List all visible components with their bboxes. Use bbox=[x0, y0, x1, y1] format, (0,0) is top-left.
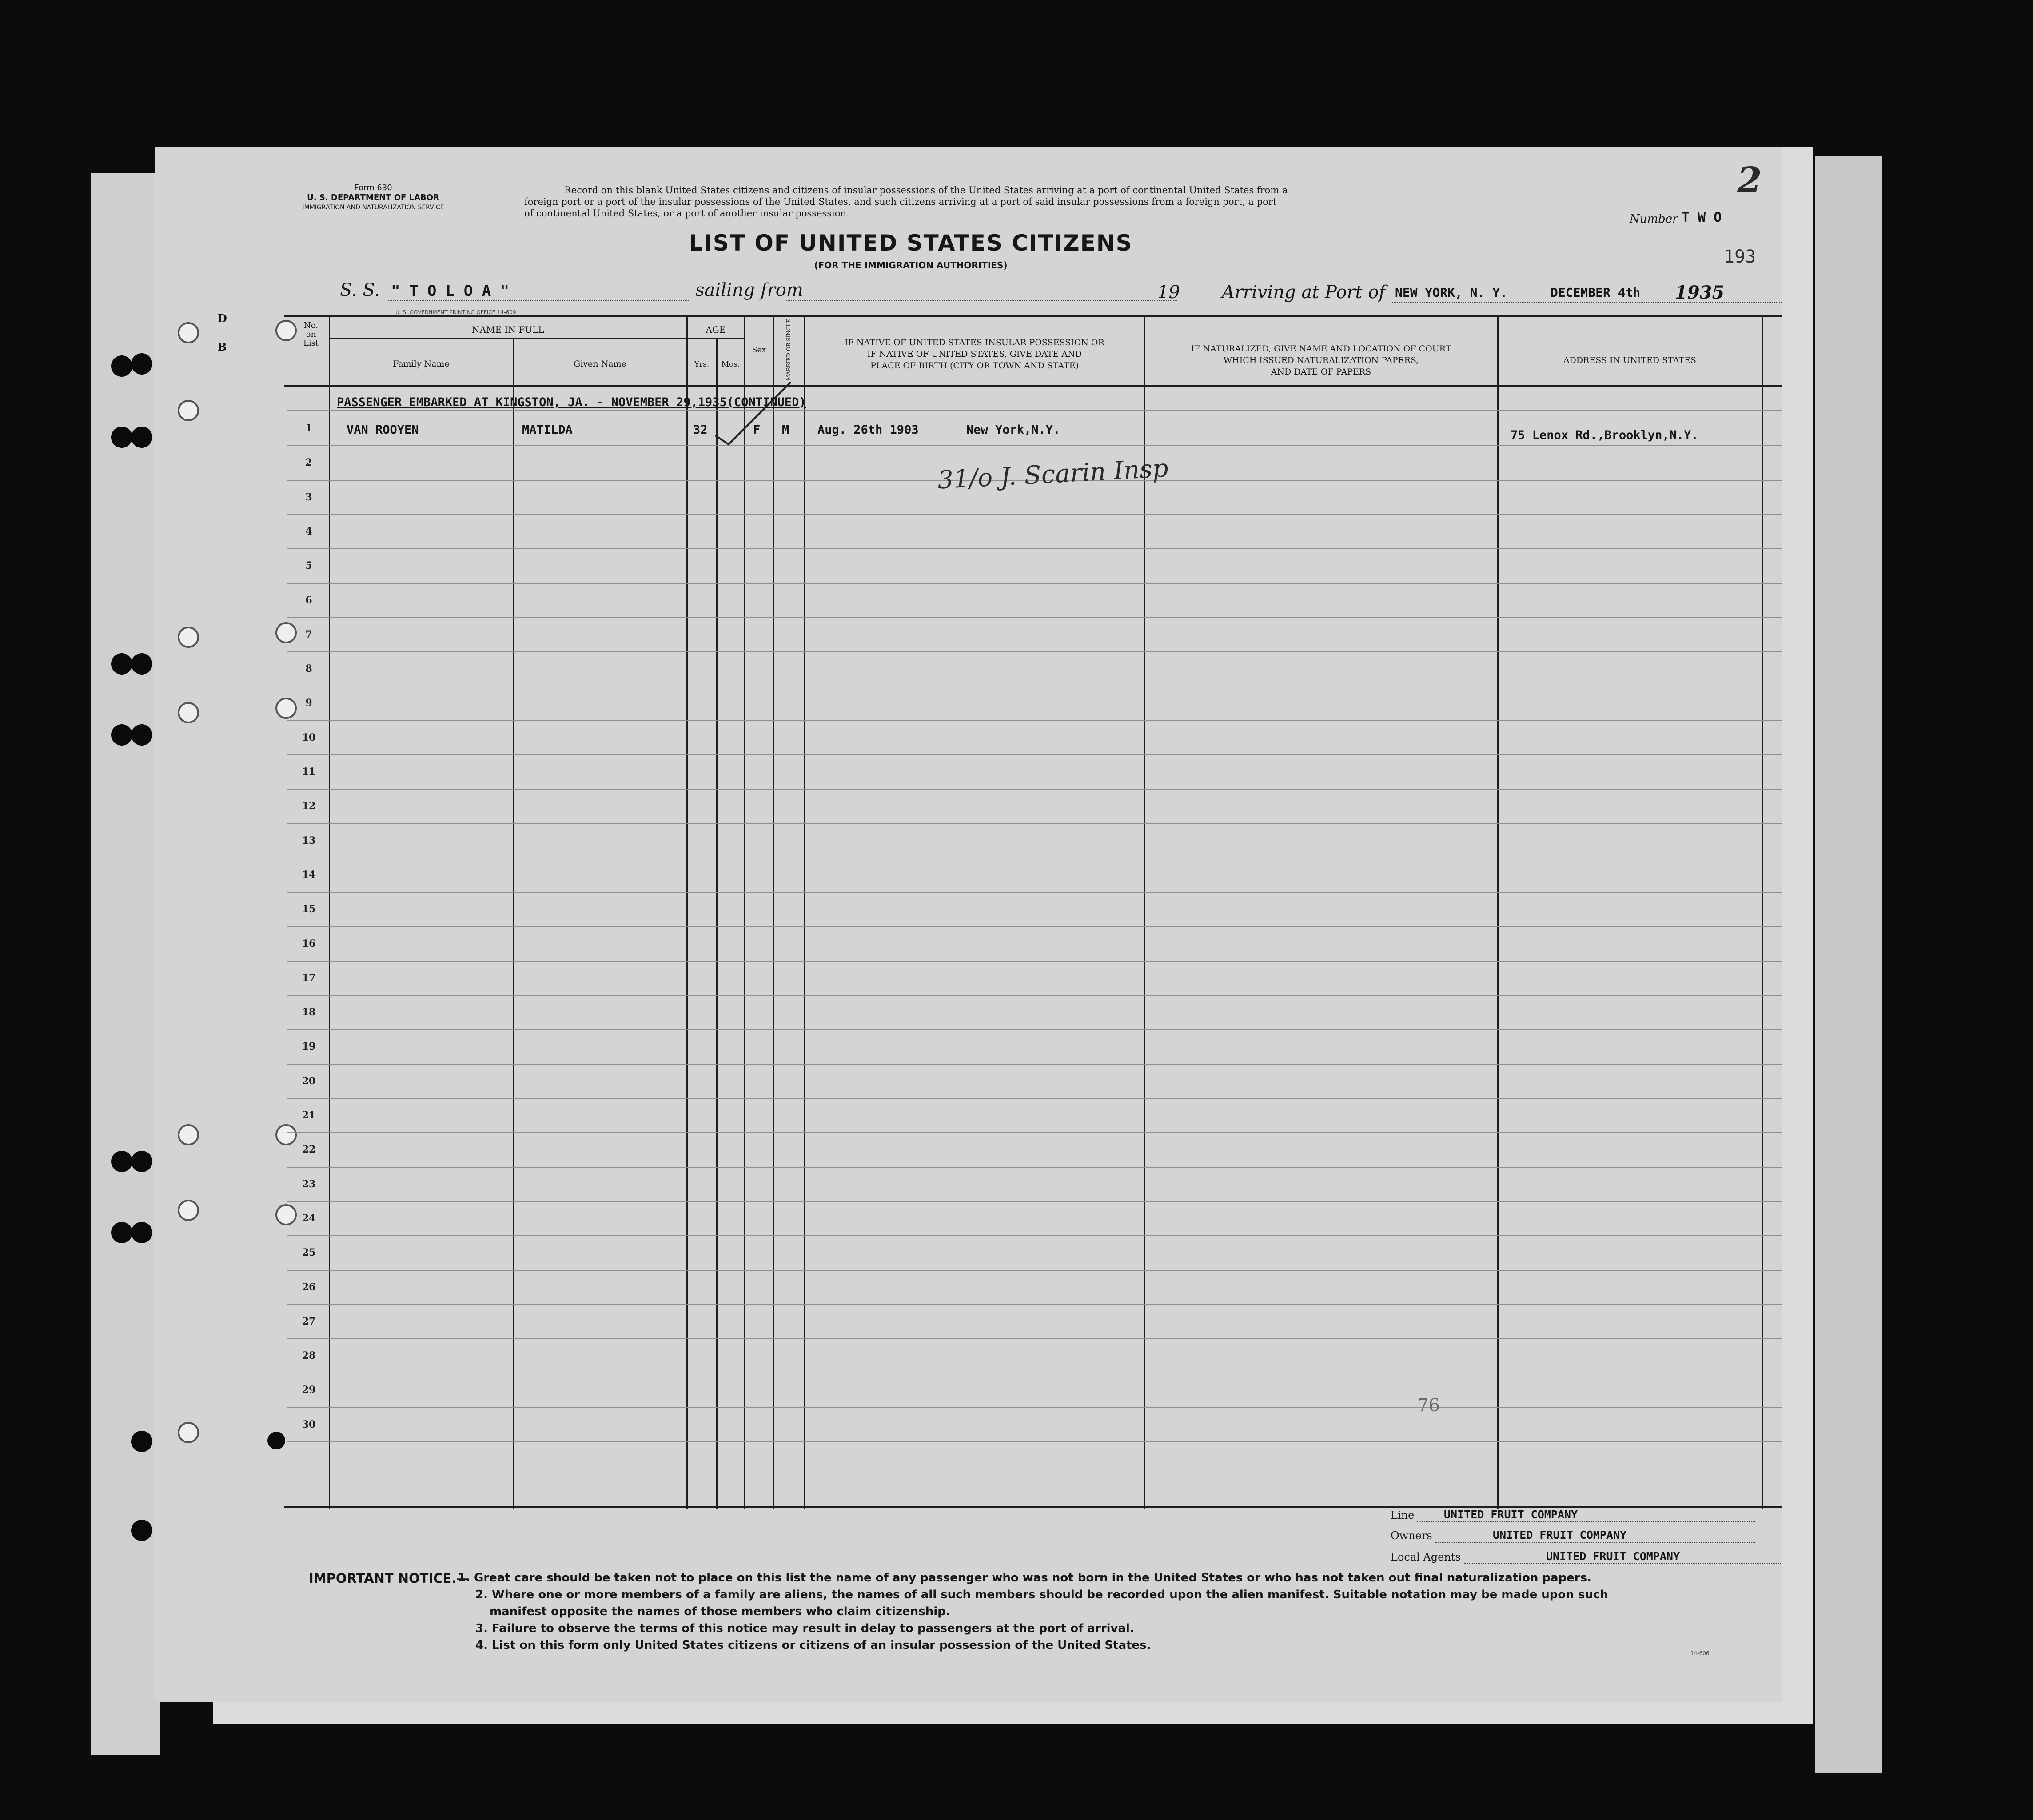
printer-note: U. S. GOVERNMENT PRINTING OFFICE 14-609 bbox=[395, 309, 516, 315]
record-note-line: Record on this blank United States citizens and citizens of insular possessions of the United States arriving at a port of continental United States from a bbox=[564, 185, 1288, 196]
punch-hole bbox=[178, 1422, 199, 1443]
punch-hole bbox=[178, 400, 199, 421]
row-number: 24 bbox=[302, 1213, 316, 1224]
header-native-line: IF NATIVE OF UNITED STATES, GIVE DATE AND bbox=[867, 349, 1082, 359]
row-line bbox=[287, 651, 1782, 652]
record-note-line: of continental United States, or a port of another insular possession. bbox=[524, 208, 849, 219]
row-number: 9 bbox=[305, 697, 312, 709]
row-number: 13 bbox=[302, 835, 316, 846]
column-line bbox=[1144, 315, 1145, 1509]
owners-label: Owners bbox=[1391, 1529, 1432, 1542]
header-subdivider bbox=[330, 338, 745, 339]
margin-letter: D bbox=[218, 312, 227, 325]
page-number-handwritten: 2 bbox=[1737, 159, 1762, 201]
row-number: 14 bbox=[302, 869, 316, 881]
stamp-number: 193 bbox=[1724, 247, 1756, 267]
row-line bbox=[287, 1270, 1782, 1271]
form-sheet bbox=[155, 147, 1782, 1702]
row-line bbox=[287, 548, 1782, 549]
punch-hole bbox=[275, 1124, 297, 1145]
binding-hole-mark bbox=[131, 1151, 152, 1172]
form-number: Form 630 bbox=[354, 183, 392, 192]
row-line bbox=[287, 1304, 1782, 1305]
row-line bbox=[287, 1029, 1782, 1030]
row-number: 3 bbox=[305, 491, 312, 503]
row-number: 21 bbox=[302, 1110, 316, 1121]
row-number: 1 bbox=[305, 423, 312, 434]
department-label: U. S. DEPARTMENT OF LABOR bbox=[307, 193, 439, 202]
passenger-family-name: VAN ROOYEN bbox=[347, 423, 419, 437]
row-number: 12 bbox=[302, 800, 316, 812]
punch-hole bbox=[178, 627, 199, 648]
row-number: 8 bbox=[305, 663, 312, 675]
binding-hole-mark bbox=[131, 724, 152, 746]
ss-label: S. S. bbox=[340, 280, 380, 300]
row-number: 15 bbox=[302, 903, 316, 915]
row-number: 27 bbox=[302, 1316, 316, 1327]
punch-hole bbox=[275, 1204, 297, 1225]
header-yrs: Yrs. bbox=[694, 360, 710, 369]
number-label: Number bbox=[1630, 212, 1678, 226]
pencil-mark: 76 bbox=[1417, 1395, 1440, 1416]
row-number: 16 bbox=[302, 938, 316, 950]
row-number: 28 bbox=[302, 1350, 316, 1361]
ship-underline bbox=[387, 300, 689, 301]
row-line bbox=[287, 754, 1782, 755]
passenger-birth-date: Aug. 26th 1903 bbox=[817, 423, 919, 437]
header-naturalized-line: IF NATURALIZED, GIVE NAME AND LOCATION OF COURT bbox=[1191, 344, 1451, 354]
row-number: 4 bbox=[305, 526, 312, 537]
header-no: No. bbox=[304, 321, 318, 330]
binding-hole-mark bbox=[111, 355, 132, 377]
row-line bbox=[287, 1407, 1782, 1408]
port-value: NEW YORK, N. Y. bbox=[1395, 285, 1507, 300]
punch-hole-dark bbox=[267, 1432, 285, 1449]
row-number: 18 bbox=[302, 1006, 316, 1018]
passenger-address: 75 Lenox Rd.,Brooklyn,N.Y. bbox=[1511, 428, 1698, 442]
line-label: Line bbox=[1391, 1509, 1415, 1521]
binding-hole-mark bbox=[111, 724, 132, 746]
row-line bbox=[287, 823, 1782, 824]
passenger-age-years: 32 bbox=[693, 423, 708, 437]
column-line bbox=[329, 315, 330, 1509]
owners-underline bbox=[1435, 1542, 1755, 1543]
row-line bbox=[287, 892, 1782, 893]
binding-hole-mark bbox=[131, 427, 152, 448]
row-line bbox=[287, 1201, 1782, 1202]
header-given-name: Given Name bbox=[574, 359, 626, 369]
notice-item: 3. Failure to observe the terms of this notice may result in delay to passengers at the port of arrival. bbox=[475, 1622, 1134, 1635]
header-no: List bbox=[303, 339, 319, 348]
row-line bbox=[287, 1098, 1782, 1099]
passenger-birth-place: New York,N.Y. bbox=[966, 423, 1060, 437]
row-line bbox=[287, 720, 1782, 721]
header-sex: Sex bbox=[752, 346, 766, 355]
row-line bbox=[287, 1338, 1782, 1339]
check-mark bbox=[711, 378, 800, 449]
row-number: 17 bbox=[302, 972, 316, 984]
form-code: 14-606 bbox=[1690, 1650, 1710, 1656]
row-line bbox=[287, 410, 1782, 411]
agents-value: UNITED FRUIT COMPANY bbox=[1546, 1550, 1680, 1563]
row-line bbox=[287, 583, 1782, 584]
owners-value: UNITED FRUIT COMPANY bbox=[1493, 1529, 1627, 1541]
header-native-line: IF NATIVE OF UNITED STATES INSULAR POSSESSION OR bbox=[845, 338, 1104, 347]
header-married: MARRIED OR SINGLE bbox=[785, 319, 792, 381]
sailing-underline bbox=[786, 300, 1177, 301]
table-header-bottom-border bbox=[284, 385, 1782, 387]
row-line bbox=[287, 789, 1782, 790]
row-number: 2 bbox=[305, 457, 312, 468]
header-address: ADDRESS IN UNITED STATES bbox=[1563, 355, 1697, 365]
row-line bbox=[287, 1441, 1782, 1442]
binding-hole-mark bbox=[131, 353, 152, 375]
row-line bbox=[287, 514, 1782, 515]
row-line bbox=[287, 926, 1782, 927]
arriving-label: Arriving at Port of bbox=[1222, 282, 1386, 303]
arrival-date: DECEMBER 4th bbox=[1551, 285, 1641, 300]
binding-hole-mark bbox=[131, 1431, 152, 1452]
notice-item: 4. List on this form only United States citizens or citizens of an insular possession of the United States. bbox=[475, 1639, 1151, 1652]
header-age: AGE bbox=[706, 324, 726, 335]
passenger-given-name: MATILDA bbox=[522, 423, 573, 437]
column-line bbox=[773, 315, 774, 1509]
header-naturalized-line: WHICH ISSUED NATURALIZATION PAPERS, bbox=[1223, 355, 1419, 365]
row-line bbox=[287, 445, 1782, 446]
column-line bbox=[1762, 315, 1763, 1509]
row-number: 20 bbox=[302, 1075, 316, 1087]
row-line bbox=[287, 1064, 1782, 1065]
header-name-in-full: NAME IN FULL bbox=[472, 324, 544, 335]
row-number: 26 bbox=[302, 1281, 316, 1293]
column-line bbox=[716, 338, 718, 1509]
passenger-married: M bbox=[782, 423, 789, 437]
ledger-right-strip bbox=[1815, 156, 1882, 1773]
notice-item: 2. Where one or more members of a family are aliens, the names of all such members should be recorded upon the alien manifest. Suitable notation may be made upon such bbox=[475, 1588, 1608, 1601]
agents-label: Local Agents bbox=[1391, 1551, 1461, 1563]
year-prefix: 19 bbox=[1157, 282, 1180, 303]
binding-hole-mark bbox=[111, 1222, 132, 1243]
column-line bbox=[804, 315, 805, 1509]
row-line bbox=[287, 995, 1782, 996]
row-number: 7 bbox=[305, 629, 312, 640]
binding-hole-mark bbox=[131, 1520, 152, 1541]
page-title: LIST OF UNITED STATES CITIZENS bbox=[689, 230, 1133, 256]
row-number: 10 bbox=[302, 732, 316, 743]
margin-letter: B bbox=[218, 340, 227, 353]
row-number: 6 bbox=[305, 595, 312, 606]
row-number: 29 bbox=[302, 1384, 316, 1396]
row-number: 23 bbox=[302, 1178, 316, 1190]
service-label: IMMIGRATION AND NATURALIZATION SERVICE bbox=[302, 204, 444, 211]
row-line bbox=[287, 1235, 1782, 1236]
page-subtitle: (FOR THE IMMIGRATION AUTHORITIES) bbox=[814, 260, 1008, 271]
column-line bbox=[1497, 315, 1499, 1509]
column-line bbox=[744, 315, 745, 1509]
notice-item: manifest opposite the names of those members who claim citizenship. bbox=[490, 1605, 950, 1618]
row-line bbox=[287, 1167, 1782, 1168]
table-top-border bbox=[284, 315, 1782, 317]
column-line bbox=[686, 315, 688, 1509]
record-note-line: foreign port or a port of the insular possessions of the United States, and such citizens arriving at a port of said insular possessions from a foreign port, a port bbox=[524, 196, 1277, 207]
binding-hole-mark bbox=[131, 653, 152, 675]
header-naturalized-line: AND DATE OF PAPERS bbox=[1271, 367, 1371, 377]
row-line bbox=[287, 617, 1782, 618]
row-number: 25 bbox=[302, 1247, 316, 1258]
number-value: T W O bbox=[1682, 210, 1722, 225]
notice-heading: IMPORTANT NOTICE.— bbox=[309, 1571, 470, 1586]
passenger-sex: F bbox=[753, 423, 761, 437]
binding-hole-mark bbox=[131, 1222, 152, 1243]
section-note: PASSENGER EMBARKED AT KINGSTON, JA. - NOVEMBER 29,1935(CONTINUED) bbox=[337, 395, 806, 409]
punch-hole bbox=[178, 1124, 199, 1145]
row-number: 11 bbox=[302, 766, 316, 778]
line-value: UNITED FRUIT COMPANY bbox=[1444, 1508, 1578, 1521]
row-number: 30 bbox=[302, 1419, 316, 1430]
punch-hole bbox=[178, 702, 199, 723]
handwritten-inspector-note: 31/o J. Scarin Insp bbox=[937, 454, 1169, 495]
punch-hole bbox=[178, 1200, 199, 1221]
row-number: 19 bbox=[302, 1041, 316, 1052]
punch-hole bbox=[178, 322, 199, 343]
binding-hole-mark bbox=[111, 427, 132, 448]
binding-hole-mark bbox=[111, 1151, 132, 1172]
punch-hole bbox=[275, 622, 297, 643]
notice-item: 1. Great care should be taken not to place on this list the name of any passenger who was not born in the United States or who has not taken out final naturalization papers. bbox=[458, 1571, 1591, 1585]
row-line bbox=[287, 961, 1782, 962]
arrival-year: 1935 bbox=[1675, 282, 1725, 303]
header-no: on bbox=[306, 330, 316, 339]
row-number: 5 bbox=[305, 560, 312, 571]
ledger-left-strip bbox=[91, 173, 160, 1755]
row-line bbox=[287, 1132, 1782, 1133]
row-number: 22 bbox=[302, 1144, 316, 1155]
port-underline bbox=[1391, 302, 1782, 303]
header-family-name: Family Name bbox=[393, 359, 450, 369]
header-native-line: PLACE OF BIRTH (CITY OR TOWN AND STATE) bbox=[870, 361, 1079, 371]
agents-underline bbox=[1464, 1563, 1782, 1564]
sailing-label: sailing from bbox=[695, 280, 803, 300]
ship-name: " T O L O A " bbox=[391, 282, 510, 300]
column-line bbox=[513, 338, 514, 1509]
binding-hole-mark bbox=[111, 653, 132, 675]
line-underline bbox=[1417, 1521, 1755, 1522]
header-mos: Mos. bbox=[721, 360, 740, 369]
punch-hole bbox=[275, 698, 297, 719]
